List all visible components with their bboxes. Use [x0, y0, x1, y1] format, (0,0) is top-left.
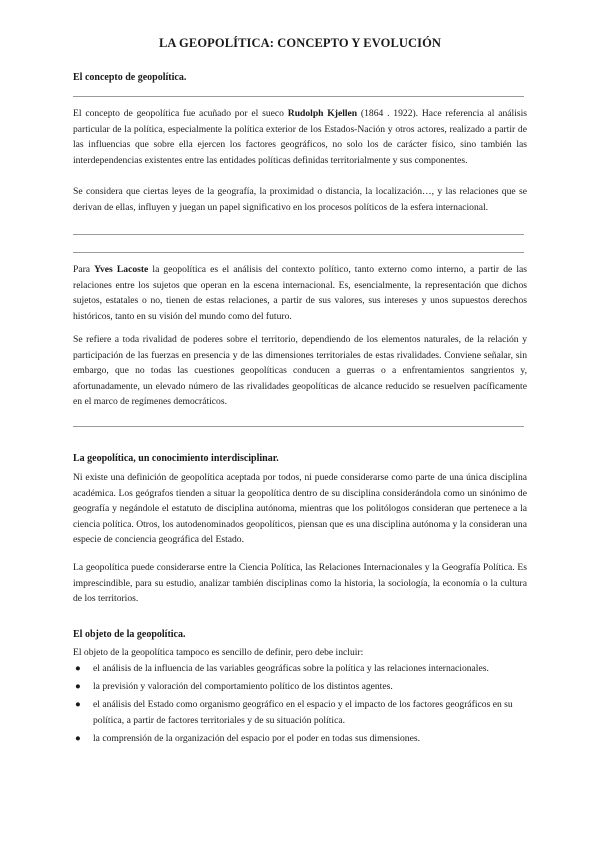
paragraph-kjellen — [73, 106, 527, 168]
paragraph-definicion: Ni existe una definición de geopolítica aceptada por todos, ni puede considerarse como parte de una única disciplina académica. Los geógrafos tienden a situar la geopolítica dentro de su disciplina considerándola como un sinónimo de geografía y negándole el estatuto de disciplina autónoma, mientras que los politólogos consideran que pertenece a la ciencia política. Otros, los autodenominados geopolíticos, piensan que es una disciplina autónoma y la consideran una especie de conciencia geográfica del Estado. — [73, 472, 527, 546]
paragraph-leyes: Se considera que ciertas leyes de la geografía, la proximidad o distancia, la localización…, y las relaciones que se derivan de ellas, influyen y juegan un papel significativo en los procesos políticos de la esfera internacional. — [73, 186, 527, 213]
bullet-icon: ● — [75, 732, 81, 744]
section-heading-concepto: El concepto de geopolítica. — [73, 72, 187, 83]
document-title: LA GEOPOLÍTICA: CONCEPTO Y EVOLUCIÓN — [158, 36, 442, 50]
list-item-text: la previsión y valoración del comportamiento político de los distintos agentes. — [93, 681, 393, 693]
bullet-icon: ● — [75, 681, 81, 693]
list-item-text: la comprensión de la organización del espacio por el poder en todas sus dimensiones. — [93, 732, 420, 744]
paragraph-text: la geopolítica es el análisis del contexto político, tanto externo como interno, a partir de las relaciones entre los sujetos que operan en la escena internacional. Es, esencialmente, la representación que dichos sujetos, estatales o no, tienen de estas relaciones, a partir de sus valores, sus intereses y unos supuestos derechos históricos, tanto en su visión del mundo como del futuro. — [73, 264, 527, 322]
paragraph-ciencia-politica: La geopolítica puede considerarse entre la Ciencia Política, las Relaciones Internacionales y la Geografía Política. Es imprescindible, para su estudio, analizar también disciplinas como la historia, la sociología, la economía o la cultura de los territorios. — [73, 562, 527, 605]
paragraph-objeto-intro: El objeto de la geopolítica tampoco es sencillo de definir, pero debe incluir: — [73, 647, 364, 658]
list-item — [73, 679, 527, 695]
bullet-icon: ● — [75, 699, 81, 711]
horizontal-rule — [73, 426, 524, 427]
paragraph-rivalidad: Se refiere a toda rivalidad de poderes sobre el territorio, dependiendo de los elementos naturales, de la relación y participación de las fuerzas en presencia y de las dimensiones territoriales de estas rivalidades. Conviene señalar, sin embargo, que no todas las cuestiones geopolíticas conducen a guerras o a enfrentamientos sangrientos y, afortunadamente, un elevado número de las rivalidades geopolíticas de alcance reducido se resuelven pacíficamente en el marco de regímenes democráticos. — [73, 334, 527, 408]
paragraph-text: El concepto de geopolítica fue acuñado por el sueco — [73, 108, 288, 119]
bullet-icon: ● — [75, 663, 81, 674]
list-item-text: el análisis del Estado como organismo geográfico en el espacio y el impacto de los factores geográficos en su política, a partir de factores territoriales y de su situación política. — [93, 699, 513, 726]
horizontal-rule — [73, 252, 524, 253]
section-heading-interdisciplinar: La geopolítica, un conocimiento interdisciplinar. — [73, 453, 279, 464]
section-heading-objeto: El objeto de la geopolítica. — [73, 629, 186, 640]
list-item — [73, 697, 527, 728]
author-name: Rudolph Kjellen — [287, 108, 358, 119]
list-item — [73, 661, 527, 677]
paragraph-text: (1864 . 1922). Hace referencia al análisis particular de la política, especialmente la política exterior de los Estados-Nación y otros actores, realizado a partir de las influencias que sobre ella ejercen los factores geográficos, no solo los de carácter físico, sino también las interdependencias existentes entre las entidades políticas definidas territorialmente y sus componentes. — [73, 108, 528, 166]
paragraph-text: Para — [73, 264, 95, 275]
objeto-bullet-list — [73, 661, 527, 749]
horizontal-rule — [73, 234, 524, 235]
paragraph-lacoste — [73, 262, 527, 324]
list-item — [73, 731, 527, 747]
author-name: Yves Lacoste — [94, 264, 149, 275]
horizontal-rule — [73, 96, 524, 97]
list-item-text: el análisis de la influencia de las variables geográficas sobre la política y las relaciones internacionales. — [93, 663, 489, 674]
